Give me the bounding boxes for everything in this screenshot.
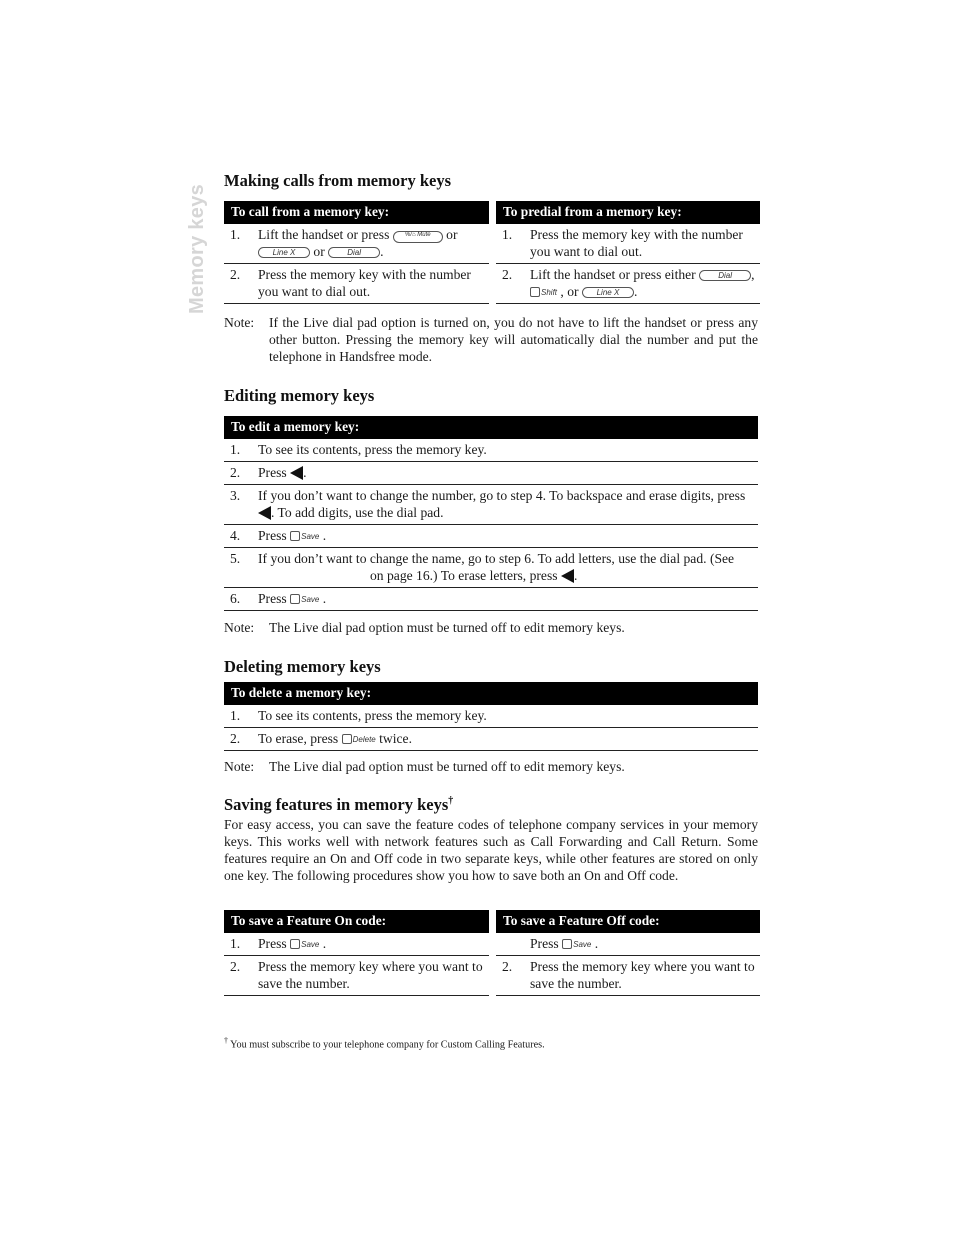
step-number: 3. [230,488,241,503]
table-row [224,461,758,484]
note-text: The Live dial pad option must be turned off to edit memory keys. [269,759,625,774]
delete-table-header: To delete a memory key: [224,682,758,705]
step-text: Press Save . [258,528,327,543]
note-live-dial [224,314,758,365]
call-table [224,201,489,304]
note-edit [224,619,758,636]
step-number: 1. [502,227,513,242]
save-key-icon: Save [290,940,319,950]
step-text: Press . [258,465,307,480]
step-number: 4. [230,528,241,543]
step-number: 2. [230,959,241,974]
table-row [224,727,758,750]
dagger-mark: † [448,795,454,807]
table-row [224,587,758,610]
step-text: Press Save . [258,591,327,606]
step-number: 1. [230,936,241,951]
note-label: Note: [224,315,255,330]
note-label: Note: [224,759,255,774]
section-title-editing: Editing memory keys [224,386,375,405]
table-row [224,484,758,524]
backspace-arrow-icon [290,466,303,480]
step-number: 2. [230,267,241,282]
table-row [496,263,760,303]
side-tab-label: Memory keys [186,183,208,314]
step-text: If you don’t want to change the name, go to step 6. To add letters, use the dial pad. (Seeon page 16.) To erase letters, press . [258,551,735,583]
step-number: 2. [230,731,241,746]
table-row [224,439,758,461]
step-text: Press Save . [258,936,327,951]
step-number [496,935,530,952]
feature-off-table [496,910,760,996]
step-text: Press the memory key with the number you want to dial out. [530,227,743,259]
section-title-saving: Saving features in memory keys† [224,795,454,814]
section-title-making: Making calls from memory keys [224,171,451,190]
feature-on-table [224,910,489,996]
predial-table-header: To predial from a memory key: [496,201,760,224]
delete-table [224,682,758,751]
step-number: 5. [230,551,241,566]
footnote [224,1034,545,1051]
step-text: To erase, press Delete twice. [258,731,412,746]
step-number: 2. [230,465,241,480]
shift-key-icon: Shift [530,288,557,298]
footnote-text: You must subscribe to your telephone company for Custom Calling Features. [230,1039,545,1051]
side-tab [186,178,208,314]
table-row [224,263,489,303]
edit-table [224,416,758,611]
feature-off-table-header: To save a Feature Off code: [496,910,760,933]
predial-table [496,201,760,304]
section-title-deleting: Deleting memory keys [224,657,381,676]
saving-paragraph: For easy access, you can save the feature codes of telephone company services in your memory keys. This works well with network features such as Call Forwarding and Call Return. Some features require an On and Off code in two separate keys, while other features are stored on only one key. The following procedures show you how to save both an On and Off code. [224,817,758,883]
table-row [224,933,489,955]
step-text: Press Save . [530,936,599,951]
save-key-icon: Save [290,595,319,605]
table-row [224,524,758,547]
table-row [496,955,760,995]
step-number: 6. [230,591,241,606]
step-text: Press the memory key where you want to save the number. [258,959,483,991]
step-text: If you don’t want to change the number, go to step 4. To backspace and erase digits, press . To add digits, use the dial pad. [258,488,746,520]
step-text: To see its contents, press the memory key. [258,442,487,457]
step-text: Lift the handset or press either Dial , Shift , or Line X . [530,267,755,299]
step-text: Press the memory key with the number you want to dial out. [258,267,471,299]
table-row [224,547,758,587]
note-text: If the Live dial pad option is turned on, you do not have to lift the handset or press any other button. Pressing the memory key will automatically dial the number and put the telephone in Handsfree mode. [269,315,758,364]
delete-key-icon: Delete [342,735,376,745]
note-text: The Live dial pad option must be turned off to edit memory keys. [269,620,625,635]
table-row [496,933,760,955]
step-number: 1. [230,442,241,457]
table-row [224,224,489,263]
backspace-arrow-icon [258,506,271,520]
step-number: 2. [502,959,513,974]
dial-key-icon: Dial [699,270,751,281]
call-table-header: To call from a memory key: [224,201,489,224]
save-key-icon: Save [290,532,319,542]
mute-key-icon: %/⌂ Mute [393,229,443,243]
note-label: Note: [224,620,255,635]
table-row [496,224,760,263]
save-key-icon: Save [562,940,591,950]
note-delete [224,758,758,775]
dial-key-icon: Dial [328,247,380,258]
backspace-arrow-icon [561,569,574,583]
step-number: 2. [502,267,513,282]
table-row [224,955,489,995]
edit-table-header: To edit a memory key: [224,416,758,439]
footnote-mark: † [224,1036,228,1045]
table-row [224,705,758,727]
step-text: Press the memory key where you want to save the number. [530,959,755,991]
step-number: 1. [230,227,241,242]
line-key-icon: Line X [258,247,310,258]
step-number: 1. [230,708,241,723]
step-text: Lift the handset or press %/⌂ Mute or Line X or Dial . [258,227,458,259]
feature-on-table-header: To save a Feature On code: [224,910,489,933]
step-text: To see its contents, press the memory key. [258,708,487,723]
line-key-icon: Line X [582,287,634,298]
